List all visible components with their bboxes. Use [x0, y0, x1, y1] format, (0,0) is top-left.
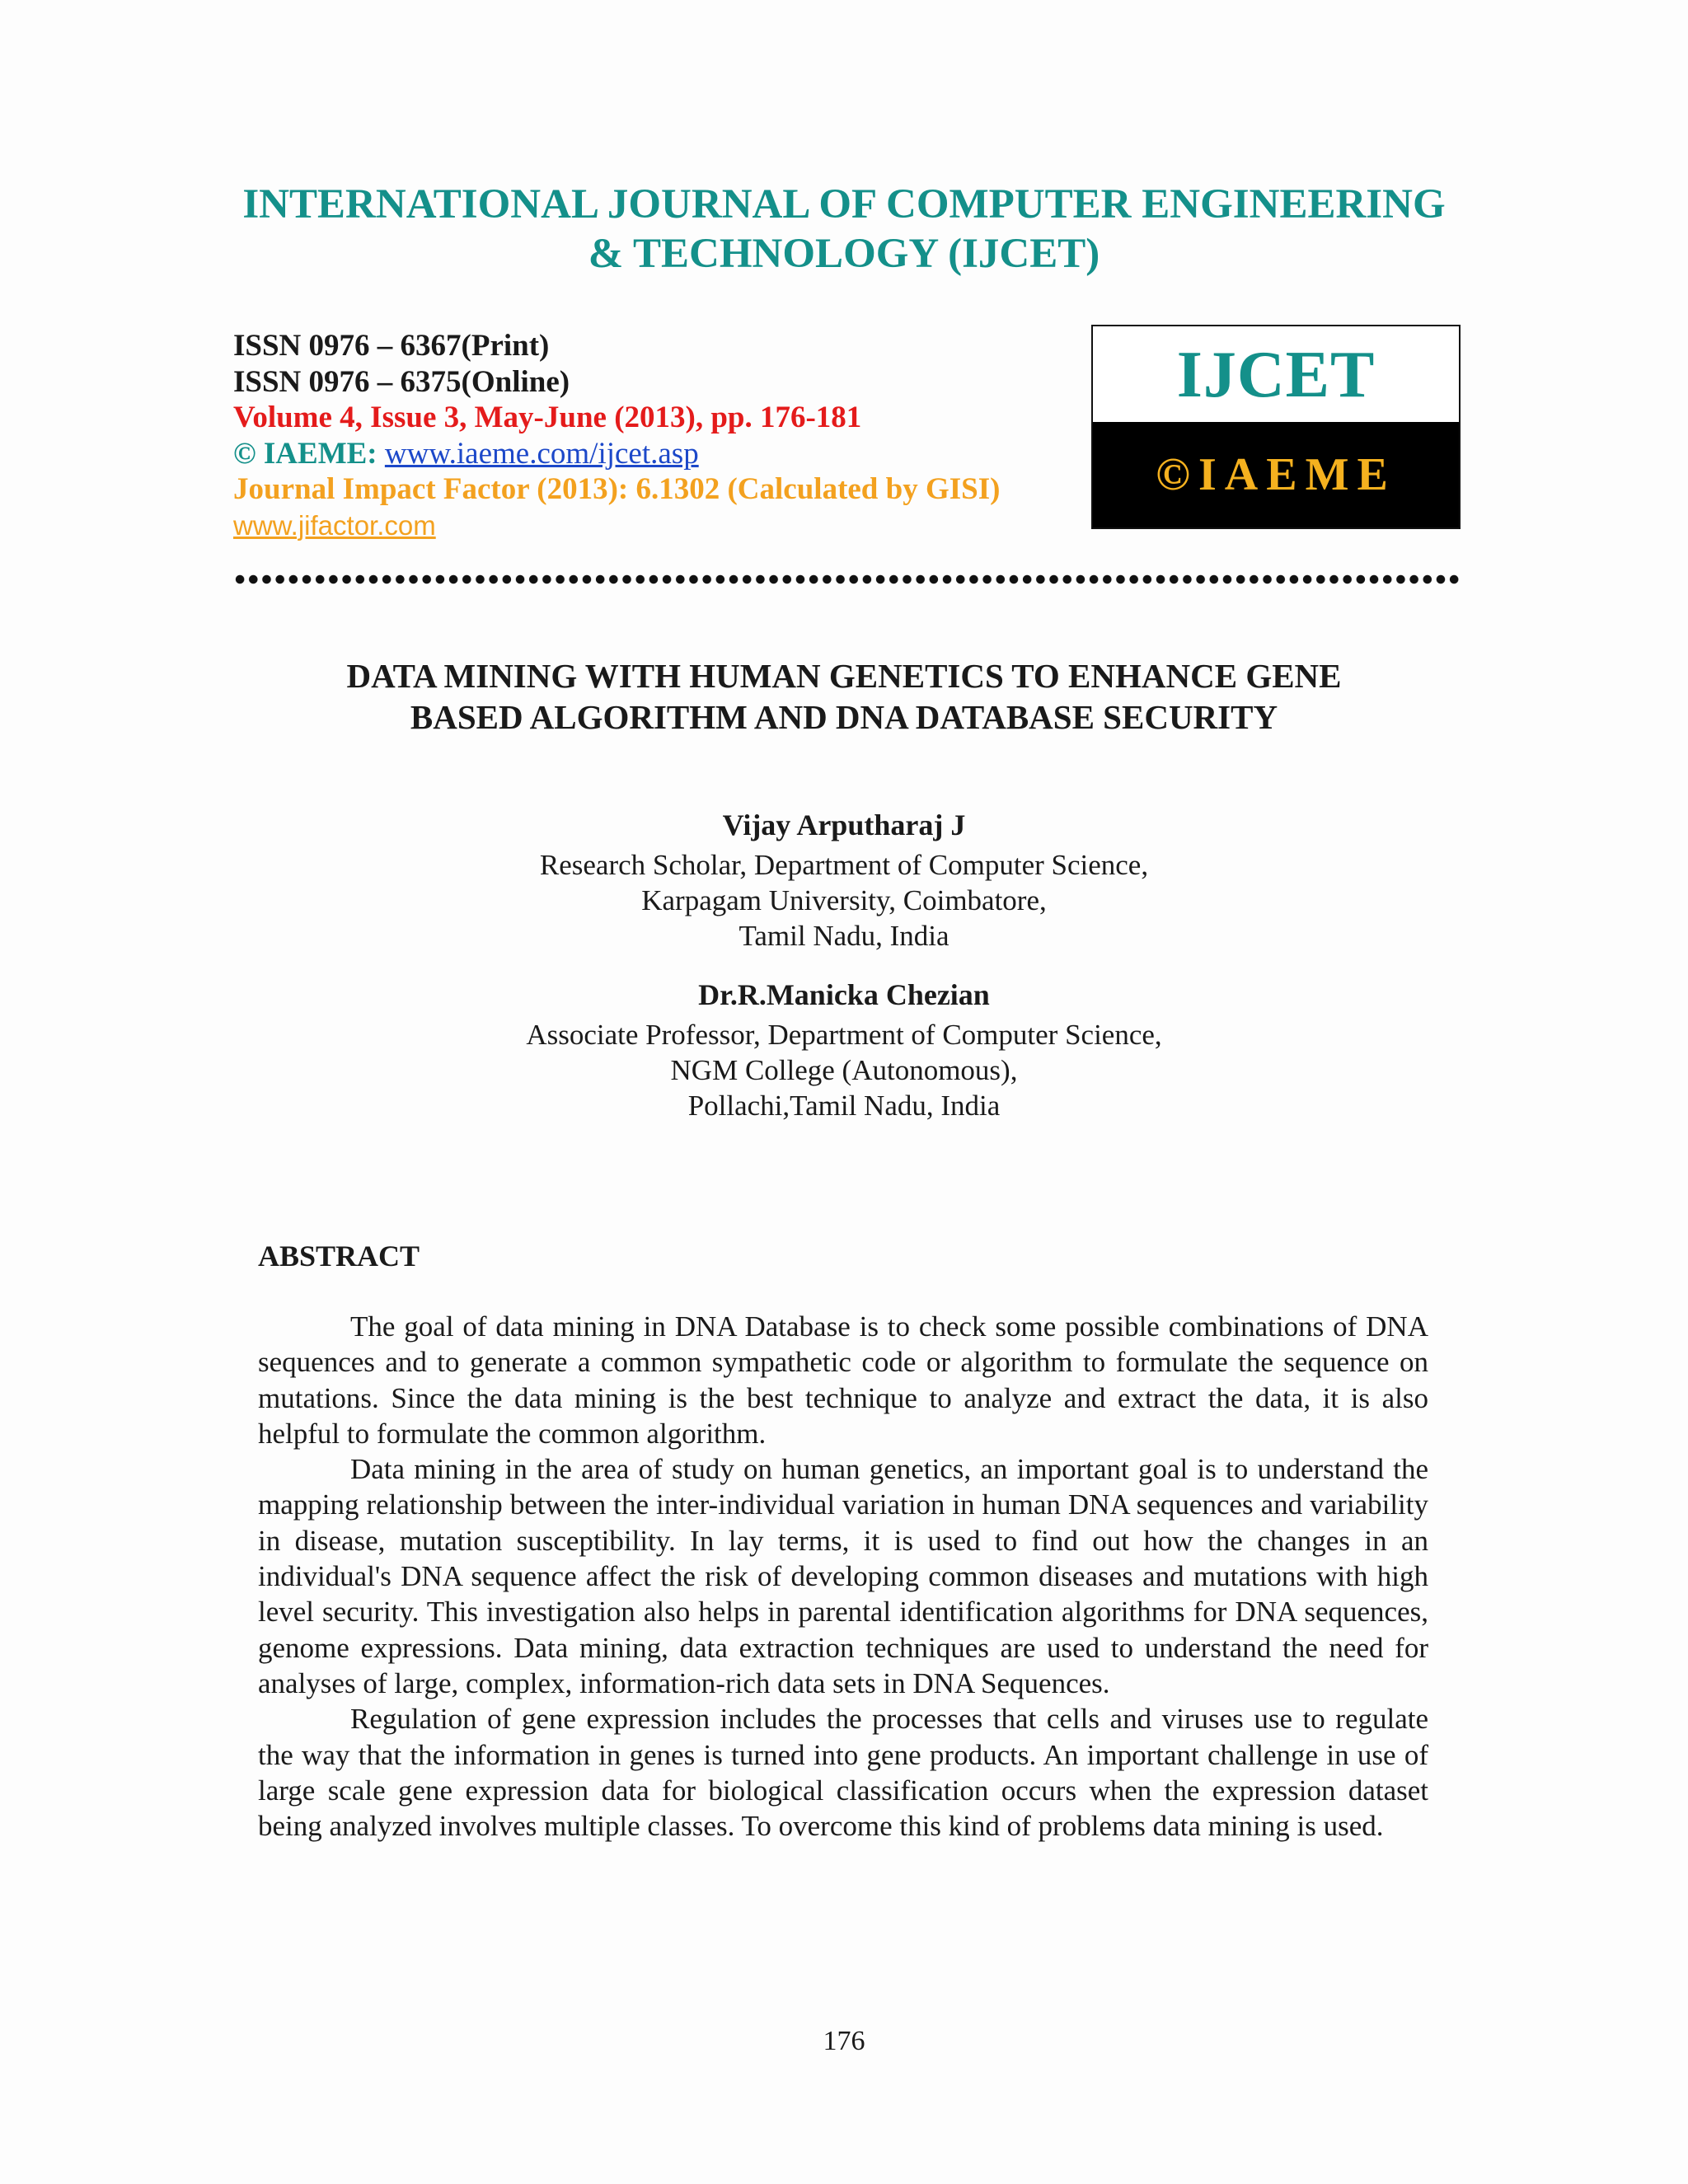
issn-online: ISSN 0976 – 6375(Online) — [233, 364, 570, 399]
abstract-paragraph: Regulation of gene expression includes the processes that cells and viruses use to regulate the way that the information in genes is turned into gene products. An important challenge in use of large scale gene expression data for biological classification occurs when the expression dataset being analyzed involves multiple classes. To overcome this kind of problems data mining is used. — [258, 1703, 1428, 1843]
abstract-heading: ABSTRACT — [258, 1240, 420, 1272]
author-block-1 — [0, 808, 1688, 954]
paper-title-line1: DATA MINING WITH HUMAN GENETICS TO ENHANCE GENE — [346, 657, 1342, 695]
author-affiliation: Associate Professor, Department of Computer Science, — [526, 1019, 1162, 1051]
paper-title — [0, 655, 1688, 738]
author-affiliation: NGM College (Autonomous), — [670, 1054, 1018, 1086]
journal-title — [0, 180, 1688, 279]
journal-link[interactable]: www.iaeme.com/ijcet.asp — [384, 436, 699, 471]
impact-factor: Journal Impact Factor (2013): 6.1302 (Calculated by GISI) — [233, 472, 1001, 506]
copyright-line — [233, 436, 1000, 472]
volume-info: Volume 4, Issue 3, May-June (2013), pp. 176-181 — [233, 401, 862, 434]
logo-iaeme: ©IAEME — [1093, 422, 1459, 527]
author-affiliation: Pollachi,Tamil Nadu, India — [687, 1090, 1001, 1122]
author-name: Vijay Arputharaj J — [722, 808, 966, 841]
abstract-paragraph: Data mining in the area of study on human genetics, an important goal is to understand the mapping relationship between the inter-individual variation in human DNA sequences and variability in disease, mutation susceptibility. In lay terms, it is used to find out how the changes in an individual's DNA sequence affect the risk of developing common diseases and mutations with high level security. This investigation also helps in parental identification algorithms for DNA sequences, genome expressions. Data mining, data extraction techniques are used to understand the need for analyses of large, complex, information-rich data sets in DNA Sequences. — [258, 1453, 1428, 1699]
author-affiliation: Karpagam University, Coimbatore, — [641, 884, 1047, 916]
dotted-separator — [233, 573, 1460, 586]
author-name: Dr.R.Manicka Chezian — [698, 978, 990, 1011]
issn-print: ISSN 0976 – 6367(Print) — [233, 329, 550, 363]
journal-title-line1: INTERNATIONAL JOURNAL OF COMPUTER ENGINEERING — [242, 181, 1446, 227]
journal-logo — [1091, 325, 1461, 529]
logo-ijcet: IJCET — [1176, 338, 1376, 411]
author-affiliation: Research Scholar, Department of Computer Science, — [539, 849, 1149, 881]
paper-title-line2: BASED ALGORITHM AND DNA DATABASE SECURITY — [410, 698, 1278, 736]
impact-link[interactable]: www.jifactor.com — [233, 509, 436, 541]
abstract-paragraph: The goal of data mining in DNA Database is to check some possible combinations of DNA sequences and to generate a common sympathetic code or algorithm to formulate the sequence on mutations. Since the data mining is the best technique to analyze and extract the data, it is also helpful to formulate the common algorithm. — [258, 1310, 1428, 1450]
abstract-body — [258, 1309, 1428, 1844]
author-block-2 — [0, 977, 1688, 1123]
author-affiliation: Tamil Nadu, India — [738, 920, 950, 952]
page-number: 176 — [823, 2026, 865, 2056]
journal-title-line2: & TECHNOLOGY (IJCET) — [588, 231, 1100, 277]
copyright-label: © IAEME: — [233, 436, 377, 471]
journal-meta — [233, 328, 1000, 543]
